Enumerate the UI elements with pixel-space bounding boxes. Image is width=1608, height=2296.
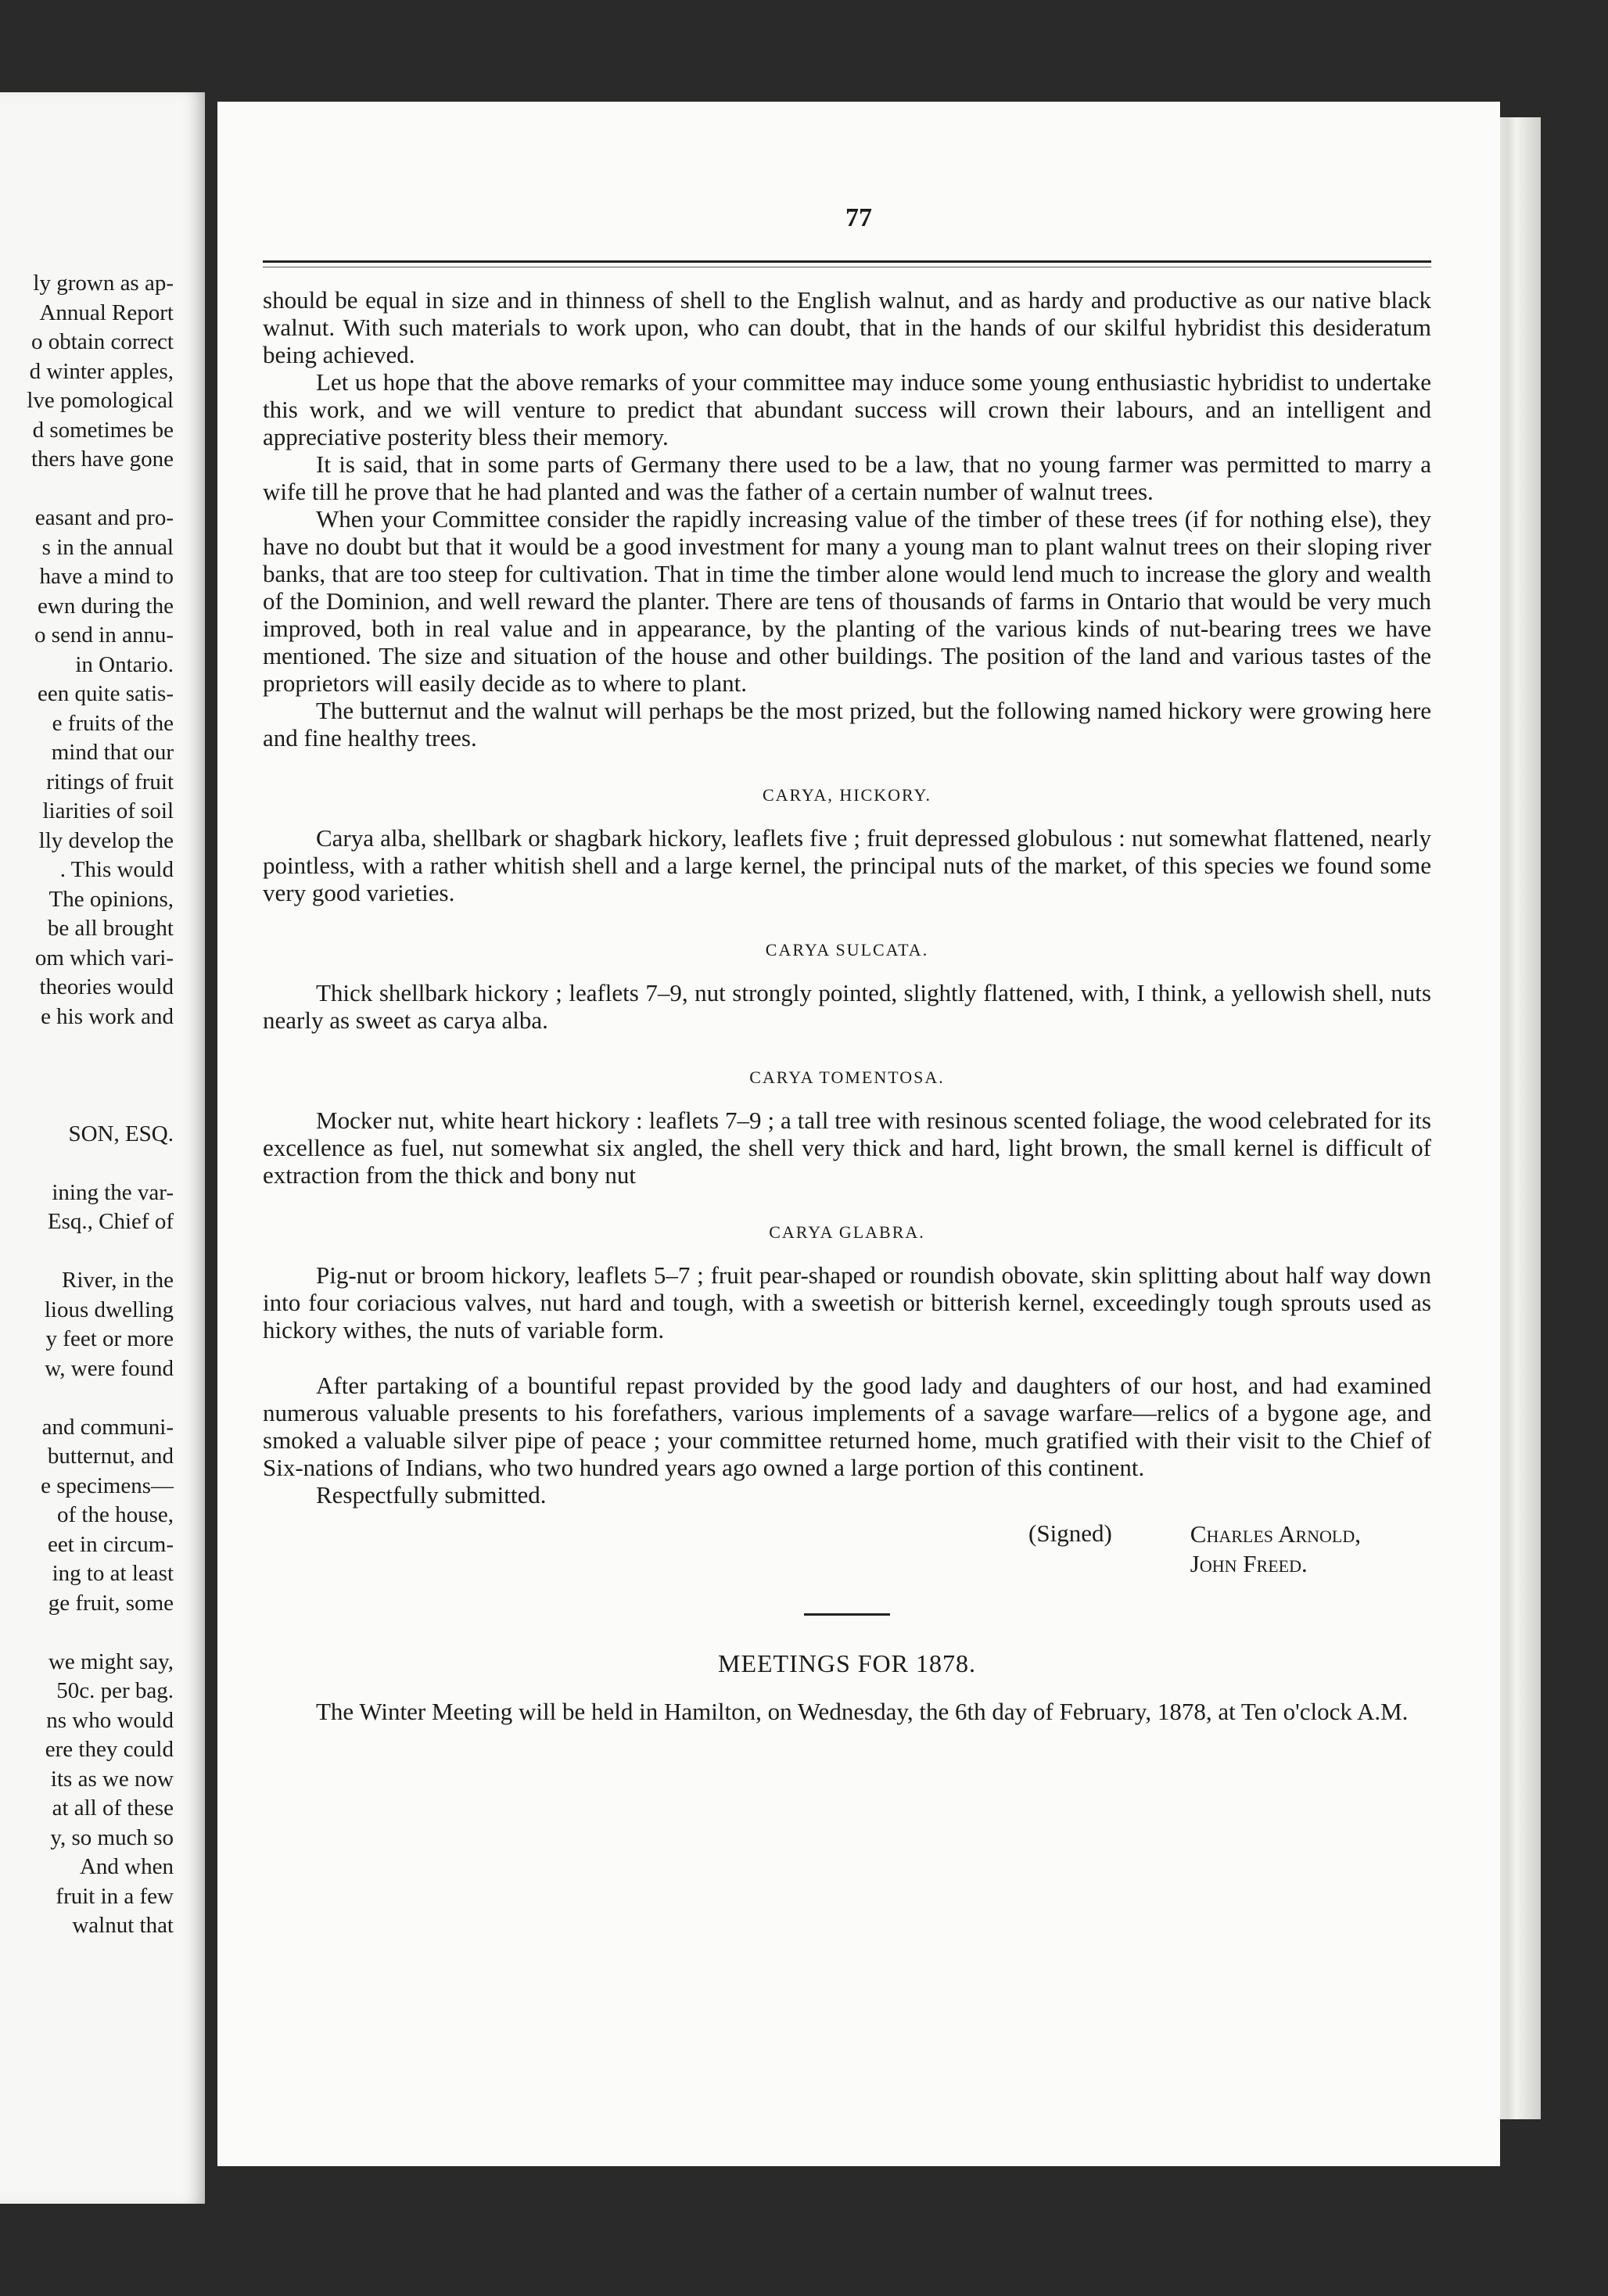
left-page-line: and communi-	[41, 1414, 174, 1440]
section-heading: CARYA SULCATA.	[765, 940, 929, 960]
page-body	[263, 286, 1431, 1725]
left-page-line: SON, ESQ.	[68, 1121, 174, 1146]
left-page-line: ly grown as ap-	[33, 271, 174, 296]
left-page-line: ewn during the	[38, 593, 174, 619]
left-page-line: w, were found	[45, 1355, 174, 1381]
paragraph: When your Committee consider the rapidly increasing value of the timber of these trees (if for nothing else), they have no doubt but that it would be a good investment for many a young man to plant walnut trees on their sloping river banks, that are too steep for cultivation. That in time the timber alone would lend much to increase the glory and wealth of the Dominion, and well reward the planter. There are tens of thousands of farms in Ontario that would be very much improved, both in real value and in appearance, by the planting of the various kinds of nut-bearing trees we have mentioned. The size and situation of the house and other buildings. The position of the land and various tastes of the proprietors will easily decide as to where to plant.	[263, 505, 1431, 697]
section-heading: CARYA TOMENTOSA.	[749, 1067, 945, 1087]
left-page-line: ns who would	[46, 1707, 174, 1733]
meetings-heading: MEETINGS FOR 1878.	[717, 1649, 976, 1677]
left-page-line: een quite satis-	[38, 681, 174, 706]
previous-page-fragment	[0, 92, 205, 2204]
left-page-line: The opinions,	[48, 886, 174, 912]
left-page-line: ere they could	[45, 1737, 174, 1762]
left-page-line: And when	[79, 1854, 174, 1879]
left-page-line: at all of these	[52, 1796, 174, 1821]
left-page-line: walnut that	[72, 1913, 174, 1938]
signature-block	[263, 1519, 1431, 1579]
respectfully-submitted: Respectfully submitted.	[316, 1481, 547, 1509]
document-page	[217, 102, 1500, 2166]
left-page-line: e his work and	[41, 1003, 174, 1029]
meetings-paragraph: The Winter Meeting will be held in Hamilton, on Wednesday, the 6th day of February, 1878, at Ten o'clock A.M.	[316, 1698, 1409, 1725]
left-page-line: lious dwelling	[44, 1297, 174, 1322]
species-description: Pig-nut or broom hickory, leaflets 5–7 ; fruit pear-shaped or roundish obovate, skin splitting about half way down into four coriacious valves, nut hard and tough, with a sweetish or bitterish kernel, exceedingly tough sprouts used as hickory withes, the nuts of variable form.	[263, 1261, 1431, 1344]
left-page-line: liarities of soil	[42, 798, 174, 823]
section-heading: CARYA GLABRA.	[769, 1222, 925, 1242]
signatories	[1190, 1519, 1361, 1579]
left-page-line: lly develop the	[38, 827, 174, 853]
left-page-line: e fruits of the	[52, 710, 174, 736]
left-page-line: be all brought	[47, 916, 174, 941]
species-description: Carya alba, shellbark or shagbark hickory, leaflets five ; fruit depressed globulous : nut somewhat flattened, nearly pointless, with a rather whitish shell and a large kernel, the principal nuts of the market, of this species we found some very good varieties.	[263, 824, 1431, 906]
left-page-line: fruit in a few	[56, 1883, 174, 1909]
left-page-line: theories would	[39, 974, 174, 999]
signatory: Charles Arnold,	[1190, 1520, 1361, 1548]
left-page-line: s in the annual	[41, 534, 174, 560]
paragraph: The butternut and the walnut will perhaps be the most prized, but the following named hickory were growing here and fine healthy trees.	[263, 697, 1431, 752]
left-page-line: ge fruit, some	[48, 1590, 174, 1616]
left-page-line: d winter apples,	[29, 358, 174, 384]
left-page-line: have a mind to	[39, 564, 174, 589]
paragraph: should be equal in size and in thinness of shell to the English walnut, and as hardy and productive as our native black walnut. With such materials to work upon, who can doubt, that in the hands of our skilful hybridist this desideratum being achieved.	[263, 286, 1431, 368]
left-page-line: om which vari-	[34, 945, 174, 970]
left-page-line: y feet or more	[45, 1326, 174, 1351]
left-page-line: y, so much so	[50, 1824, 174, 1850]
left-page-line: of the house,	[57, 1502, 174, 1527]
left-page-line: o send in annu-	[34, 622, 174, 648]
left-page-line: butternut, and	[47, 1444, 174, 1469]
signed-label: (Signed)	[1028, 1519, 1112, 1547]
left-page-line: its as we now	[50, 1766, 174, 1792]
signatory: John Freed.	[1190, 1550, 1308, 1577]
left-page-line: 50c. per bag.	[56, 1678, 174, 1703]
section-heading: CARYA, HICKORY.	[762, 785, 932, 805]
left-page-line: easant and pro-	[34, 505, 174, 530]
left-page-line: thers have gone	[31, 447, 174, 472]
left-page-line: e specimens—	[41, 1473, 174, 1498]
species-description: Thick shellbark hickory ; leaflets 7–9, nut strongly pointed, slightly flattened, with, I think, a yellowish shell, nuts nearly as sweet as carya alba.	[263, 979, 1431, 1034]
left-page-line: we might say,	[48, 1648, 174, 1674]
left-page-line: d sometimes be	[32, 417, 174, 443]
left-page-line: lve pomological	[27, 388, 174, 413]
left-page-line: Annual Report	[39, 300, 174, 325]
species-description: Mocker nut, white heart hickory : leaflets 7–9 ; a tall tree with resinous scented foliage, the wood celebrated for its excellence as fuel, nut somewhat six angled, the shell very thick and hard, light brown, the small kernel is difficult of extraction from the thick and bony nut	[263, 1107, 1431, 1189]
closing-paragraph: After partaking of a bountiful repast provided by the good lady and daughters of our host, and had examined numerous valuable presents to his forefathers, various implements of a savage warfare—relics of a bygone age, and smoked a valuable silver pipe of peace ; your committee returned home, much gratified with their visit to the Chief of Six-nations of Indians, who two hundred years ago owned a large portion of this continent.	[263, 1372, 1431, 1481]
left-page-line: o obtain correct	[31, 329, 174, 354]
left-page-line: Esq., Chief of	[47, 1209, 174, 1234]
page-number: 77	[845, 203, 872, 232]
left-page-line: . This would	[59, 857, 174, 882]
left-page-line: ining the var-	[52, 1179, 174, 1205]
left-page-line: River, in the	[61, 1268, 174, 1293]
left-page-line: eet in circum-	[47, 1531, 174, 1557]
left-page-line: mind that our	[51, 740, 174, 765]
left-page-line: ing to at least	[52, 1561, 174, 1586]
paragraph: It is said, that in some parts of Germany there used to be a law, that no young farmer was permitted to marry a wife till he prove that he had planted and was the father of a certain number of walnut trees.	[263, 450, 1431, 505]
left-page-line: ritings of fruit	[46, 769, 174, 795]
left-page-line: in Ontario.	[75, 651, 174, 677]
paragraph: Let us hope that the above remarks of your committee may induce some young enthusiastic hybridist to undertake this work, and we will venture to predict that abundant success will crown their labours, and an intelligent and appreciative posterity bless their memory.	[263, 368, 1431, 450]
section-divider	[804, 1613, 890, 1616]
header-rule	[263, 260, 1431, 263]
